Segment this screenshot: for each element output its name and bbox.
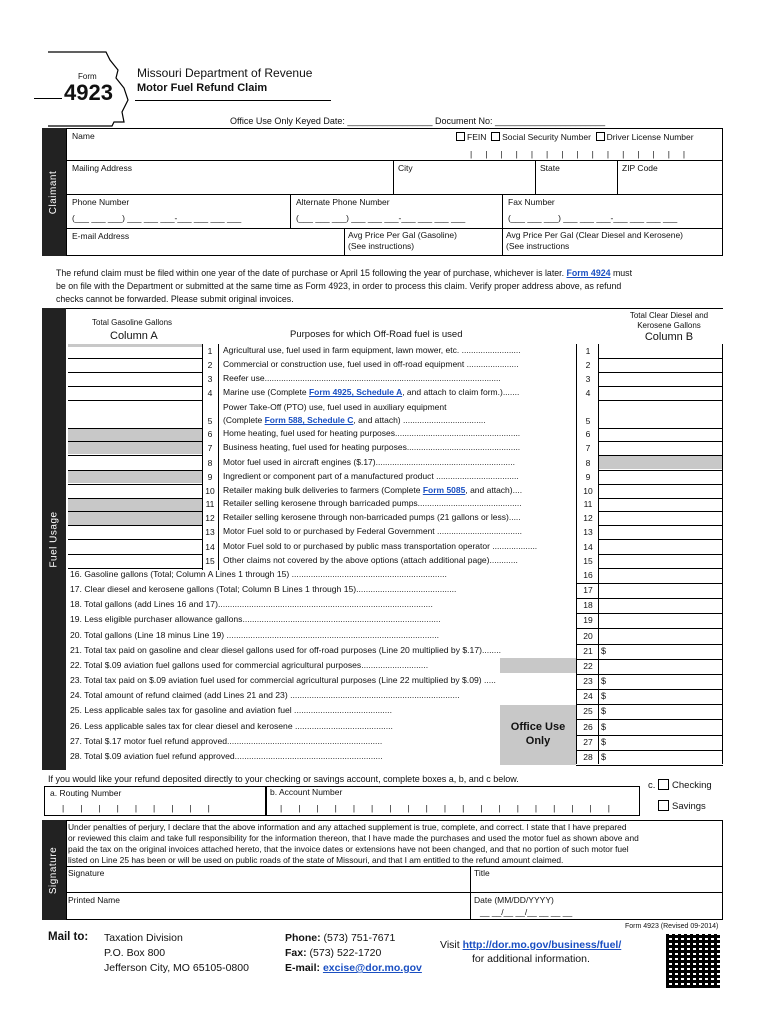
line-number-a: 13: [205, 527, 215, 537]
col-b-label: Column B: [644, 331, 694, 343]
claimant-side-label: Claimant: [42, 128, 66, 256]
usage-line-text: Commercial or construction use, fuel used in off-road equipment ......................: [223, 359, 519, 369]
state-label: State: [540, 163, 560, 173]
line-number-b: 15: [583, 556, 593, 566]
contact-info: Phone: (573) 751-7671 Fax: (573) 522-1720 E-mail: excise@dor.mo.gov: [285, 932, 422, 974]
date-label: Date (MM/DD/YYYY): [474, 895, 554, 905]
line-number-b: 8: [585, 458, 591, 468]
line-number-b: 3: [585, 374, 591, 384]
checking-option[interactable]: c. Checking: [648, 780, 712, 791]
savings-checkbox: [658, 800, 669, 811]
dollar-sign: $: [601, 737, 607, 747]
total-line-number: 16: [583, 570, 593, 580]
line-number-b: 6: [585, 429, 591, 439]
line-number-b: 1: [585, 346, 591, 356]
signature-label: Signature: [68, 868, 105, 878]
mailing-address: Taxation Division P.O. Box 800 Jefferson City, MO 65105-0800: [104, 932, 249, 974]
visit-line: Visit http://dor.mo.gov/business/fuel/: [440, 939, 622, 951]
total-line-number: 18: [583, 600, 593, 610]
fax-input[interactable]: (___ ___ ___) ___ ___ ___-___ ___ ___ ___: [508, 213, 678, 223]
total-line-text: 19. Less eligible purchaser allowance gallons...................................................................................: [70, 614, 441, 624]
perjury-declaration: Under penalties of perjury, I declare that the above information and any attached supplement is true, complete, and correct. I state that I have prepared or reviewed this claim and take full responsibility for the information thereon, that I have made the purchases and used the motor fuel as shown above and paid the tax on the original invoices attached hereto, that the invoice dates or extensions have not been changed, and that no portion of such motor fuel listed on Line 25 has been or will be used on public roads of the state of Missouri, and that I am entitled to the refund amount claimed.: [68, 822, 639, 865]
zip-label: ZIP Code: [622, 163, 658, 173]
form-word: Form: [78, 72, 97, 81]
usage-line-text: Retailer making bulk deliveries to farmers (Complete Form 5085, and attach)....: [223, 485, 523, 495]
avg-clear-sub: (See instructions: [506, 241, 570, 251]
fuel-usage-side-label: Fuel Usage: [42, 308, 66, 770]
total-line-text: 17. Clear diesel and kerosene gallons (Total; Column B Lines 1 through 15)..........................................: [70, 584, 457, 594]
line-number-a: 12: [205, 513, 215, 523]
line-number-b: 7: [585, 443, 591, 453]
checking-checkbox: [658, 779, 669, 790]
purpose-header: Purposes for which Off-Road fuel is used: [290, 329, 463, 340]
total-line-number: 17: [583, 585, 593, 595]
line-number-a: 9: [207, 472, 213, 482]
line-number-a: 2: [207, 360, 213, 370]
fax-label: Fax Number: [508, 197, 555, 207]
total-line-number: 20: [583, 631, 593, 641]
account-label: b. Account Number: [270, 787, 343, 797]
line-number-b: 9: [585, 472, 591, 482]
line-number-b: 5: [585, 416, 591, 426]
total-line-text: 25. Less applicable sales tax for gasoline and aviation fuel .........................................: [70, 705, 392, 715]
printed-name-label: Printed Name: [68, 895, 120, 905]
total-line-text: 24. Total amount of refund claimed (add Lines 21 and 23) .......................................................................: [70, 690, 460, 700]
usage-line-text: Power Take-Off (PTO) use, fuel used in auxiliary equipment (Complete Form 588, Schedule C, and attach) ...................................: [223, 402, 486, 425]
mail-to-label: Mail to:: [48, 931, 89, 943]
usage-line-text: Motor Fuel sold to or purchased by public mass transportation operator ...................: [223, 541, 538, 551]
usage-line-text: Home heating, fuel used for heating purposes.....................................................: [223, 428, 521, 438]
line-number-b: 12: [583, 513, 593, 523]
total-line-text: 22. Total $.09 aviation fuel gallons used for commercial agricultural purposes............................: [70, 660, 429, 670]
usage-line-text: Agricultural use, fuel used in farm equipment, lawn mower, etc. .........................: [223, 345, 521, 355]
total-line-number: 24: [583, 691, 593, 701]
line-number-b: 11: [583, 499, 593, 509]
line-number-a: 11: [205, 499, 215, 509]
total-line-number: 22: [583, 661, 593, 671]
phone-input[interactable]: (___ ___ ___) ___ ___ ___-___ ___ ___ ___: [72, 213, 242, 223]
line-number-a: 5: [207, 416, 213, 426]
usage-line-text: Motor Fuel sold to or purchased by Federal Government ....................................: [223, 526, 523, 536]
usage-line-text: Retailer selling kerosene through non-barricaded pumps (21 gallons or less).....: [223, 512, 521, 522]
routing-label: a. Routing Number: [50, 788, 122, 798]
dollar-sign: $: [601, 691, 607, 701]
col-a-label: Column A: [110, 330, 158, 342]
total-line-text: 18. Total gallons (add Lines 16 and 17)..........................................................................................: [70, 599, 433, 609]
total-line-text: 28. Total $.09 aviation fuel refund approved..............................................................: [70, 751, 383, 761]
usage-line-text: Motor fuel used in aircraft engines ($.17)...........................................................: [223, 457, 515, 467]
line-number-a: 4: [207, 388, 213, 398]
dollar-sign: $: [601, 706, 607, 716]
total-line-text: 20. Total gallons (Line 18 minus Line 19) .........................................................................................: [70, 630, 440, 640]
line-number-a: 7: [207, 443, 213, 453]
usage-line-text: Retailer selling kerosene through barricaded pumps............................................: [223, 498, 522, 508]
line-number-b: 13: [583, 527, 593, 537]
line-number-a: 10: [205, 486, 215, 496]
col-b-header-1: Total Clear Diesel and: [629, 311, 709, 320]
filing-notice: The refund claim must be filed within one year of the date of purchase or April 15 following the year of purchase, whichever is later. Form 4924 must be on file with the Department or submitted at the same time as Form 4923, in order to process this claim. Verify proper address above, as refund checks cannot be forwarded. Please submit original invoices.: [56, 268, 633, 304]
col-a-header: Total Gasoline Gallons: [92, 318, 173, 327]
revision-note: Form 4923 (Revised 09-2014): [625, 923, 719, 930]
office-use-line: Office Use Only Keyed Date: _________________ Document No: ______________________: [230, 116, 606, 126]
usage-line-text: Reefer use....................................................................................................: [223, 373, 501, 383]
total-line-number: 19: [583, 615, 593, 625]
form-link[interactable]: Form 4925, Schedule A: [308, 387, 403, 397]
form-4924-link[interactable]: Form 4924: [566, 268, 611, 278]
deposit-intro: If you would like your refund deposited directly to your checking or savings account, complete boxes a, b, and c below.: [48, 774, 519, 784]
alt-phone-label: Alternate Phone Number: [296, 197, 390, 207]
line-number-a: 3: [207, 374, 213, 384]
form-title: Motor Fuel Refund Claim: [137, 82, 268, 94]
name-label: Name: [72, 131, 95, 141]
total-line-text: 21. Total tax paid on gasoline and clear diesel gallons used for off-road purposes (Line 20 multiplied by $.17)........: [70, 645, 502, 655]
usage-line-text: Other claims not covered by the above options (attach additional page)............: [223, 555, 518, 565]
line-number-b: 2: [585, 360, 591, 370]
dollar-sign: $: [601, 722, 607, 732]
usage-line-text: Business heating, fuel used for heating purposes................................................: [223, 442, 521, 452]
dollar-sign: $: [601, 752, 607, 762]
total-line-text: 26. Less applicable sales tax for clear diesel and kerosene .........................................: [70, 721, 393, 731]
avg-gas-sub: (See instructions): [348, 241, 415, 251]
mailing-label: Mailing Address: [72, 163, 133, 173]
usage-line-text: Marine use (Complete Form 4925, Schedule A, and attach to claim form.).......: [223, 387, 520, 397]
total-line-text: 16. Gasoline gallons (Total; Column A Lines 1 through 15) .................................................................: [70, 569, 447, 579]
total-line-number: 23: [583, 676, 593, 686]
form-link[interactable]: Form 5085: [422, 485, 466, 495]
office-use-only-label: Office Use Only: [510, 721, 566, 747]
total-line-text: 23. Total tax paid on $.09 aviation fuel used for commercial agricultural purposes (Line 22 multiplied by $.09) .....: [70, 675, 496, 685]
title-label: Title: [474, 868, 490, 878]
avg-clear-label: Avg Price Per Gal (Clear Diesel and Kerosene): [506, 230, 684, 240]
id-type-options: FEIN Social Security Number Driver License Number: [456, 132, 694, 143]
signature-side-label: Signature: [42, 820, 66, 920]
date-input[interactable]: __ __/__ __/__ __ __ __: [480, 907, 573, 917]
email-link[interactable]: excise@dor.mo.gov: [322, 962, 422, 974]
col-b-header-2: Kerosene Gallons: [637, 321, 701, 330]
line-number-a: 15: [205, 556, 215, 566]
total-line-number: 27: [583, 737, 593, 747]
usage-line-text: Ingredient or component part of a manufactured product ...................................: [223, 471, 519, 481]
total-line-number: 25: [583, 706, 593, 716]
visit-line-2: for additional information.: [472, 953, 590, 965]
form-number: 4923: [64, 80, 113, 105]
id-number-field[interactable]: |||||||||||||||: [470, 149, 699, 159]
line-number-a: 14: [205, 542, 215, 552]
line-number-b: 10: [583, 486, 593, 496]
line-number-a: 6: [207, 429, 213, 439]
line-number-b: 14: [583, 542, 593, 552]
city-label: City: [398, 163, 413, 173]
total-line-number: 28: [583, 752, 593, 762]
avg-gas-label: Avg Price Per Gal (Gasoline): [348, 230, 457, 240]
driver-license-checkbox[interactable]: [596, 132, 605, 141]
total-line-text: 27. Total $.17 motor fuel refund approved.................................................................: [70, 736, 383, 746]
dollar-sign: $: [601, 676, 607, 686]
savings-option[interactable]: Savings: [658, 800, 706, 813]
fein-checkbox[interactable]: [456, 132, 465, 141]
dollar-sign: $: [601, 646, 607, 656]
line-number-a: 8: [207, 458, 213, 468]
dor-fuel-link[interactable]: http://dor.mo.gov/business/fuel/: [462, 939, 622, 951]
line-number-a: 1: [207, 346, 213, 356]
email-label: E-mail Address: [72, 231, 130, 241]
alt-phone-input[interactable]: (___ ___ ___) ___ ___ ___-___ ___ ___ ___: [296, 213, 466, 223]
ssn-checkbox[interactable]: [491, 132, 500, 141]
qr-code-icon: [666, 934, 720, 988]
agency-name: Missouri Department of Revenue: [137, 66, 313, 80]
total-line-number: 21: [583, 646, 593, 656]
phone-label: Phone Number: [72, 197, 130, 207]
form-588-link[interactable]: Form 588, Schedule C: [264, 415, 354, 425]
total-line-number: 26: [583, 722, 593, 732]
line-number-b: 4: [585, 388, 591, 398]
